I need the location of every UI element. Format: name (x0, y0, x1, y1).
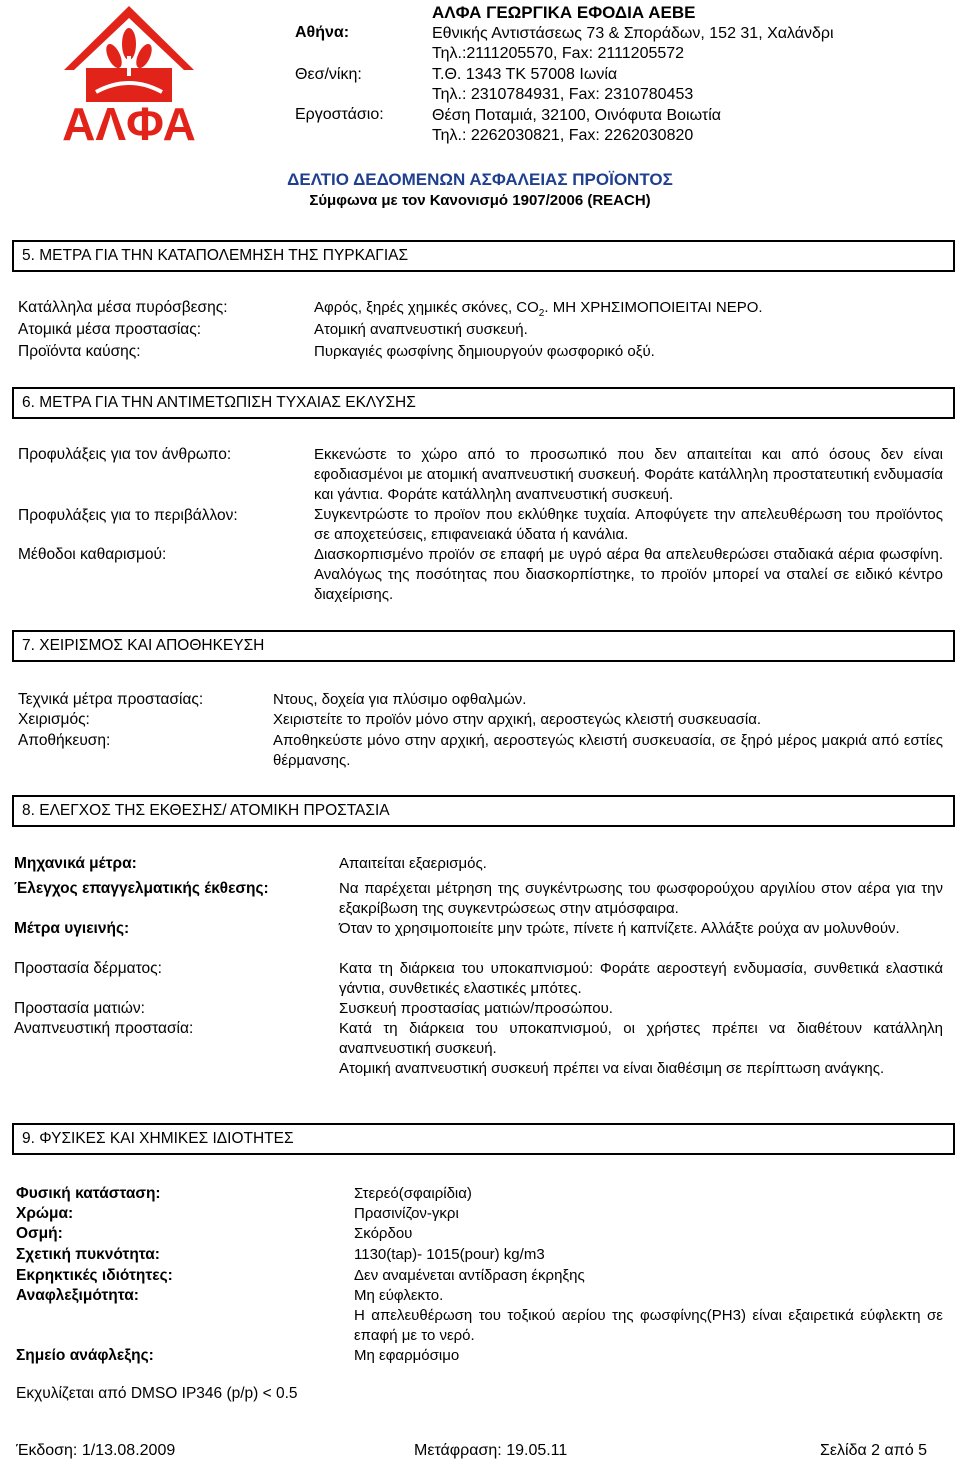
s6-label-environment: Προφυλάξεις για το περιβάλλον: (18, 507, 238, 524)
s7-label-technical: Τεχνικά μέτρα προστασίας: (18, 691, 204, 708)
s9-value-color: Πρασινίζον-γκρι (354, 1205, 459, 1222)
s7-label-handling: Χειρισμός: (18, 711, 90, 728)
s9-value-density: 1130(tap)- 1015(pour) kg/m3 (354, 1246, 545, 1263)
thessaloniki-label: Θεσ/νίκη: (295, 66, 362, 83)
section-8-heading: 8. ΕΛΕΓΧΟΣ ΤΗΣ ΕΚΘΕΣΗΣ/ ΑΤΟΜΙΚΗ ΠΡΟΣΤΑΣΙΑ (12, 795, 955, 827)
company-name: ΑΛΦΑ ΓΕΩΡΓΙΚΑ ΕΦΟΔΙΑ ΑΕΒΕ (432, 3, 696, 22)
s9-label-flammability: Αναφλεξιμότητα: (16, 1287, 139, 1304)
s9-value-state: Στερεό(σφαιρίδια) (354, 1185, 472, 1202)
s8-label-respiratory: Αναπνευστική προστασία: (14, 1020, 194, 1037)
s7-value-handling: Χειριστείτε το προϊόν μόνο στην αρχική, αεροστεγώς κλειστή συσκευασία. (273, 711, 762, 728)
thessaloniki-phone: Τηλ.: 2310784931, Fax: 2310780453 (432, 86, 694, 103)
thessaloniki-address: Τ.Θ. 1343 ΤΚ 57008 Ιωνία (432, 66, 618, 83)
s8-value-engineering: Απαιτείται εξαερισμός. (339, 855, 487, 872)
s7-value-technical: Ντους, δοχεία για πλύσιμο οφθαλμών. (273, 691, 527, 708)
section-9-heading: 9. ΦΥΣΙΚΕΣ ΚΑΙ ΧΗΜΙΚΕΣ ΙΔΙΟΤΗΤΕΣ (12, 1123, 955, 1155)
s6-value-environment: Συγκεντρώστε το προϊον που εκλύθηκε τυχαία. Αποφύγετε την απελευθέρωση του προϊόντος σε αποχετεύσεις, επιφανειακά ύδατα ή κανάλια. (314, 506, 943, 543)
s6-value-human: Εκκενώστε το χώρο από το προσωπικό που δεν απαιτείται και από όσους δεν είναι εφοδιασμένοι με ατομική αναπνευστική συσκευή. Φοράτε κατάλληλη προστατευτική ενδυμασία και γάντια. Φοράτε κατάλληλη αναπνευστική συσκευή. (314, 446, 943, 503)
s8-label-engineering: Μηχανικά μέτρα: (14, 855, 137, 872)
s9-label-explosive: Εκρηκτικές ιδιότητες: (16, 1267, 173, 1284)
s5-value-combustion: Πυρκαγιές φωσφίνης δημιουργούν φωσφορικό οξύ. (314, 343, 655, 360)
company-logo (34, 4, 224, 144)
footer-translation: Μετάφραση: 19.05.11 (414, 1442, 568, 1459)
athens-label: Αθήνα: (295, 24, 350, 41)
s9-value-explosive: Δεν αναμένεται αντίδραση έκρηξης (354, 1267, 585, 1284)
s8-value-exposure: Να παρέχεται μέτρηση της συγκέντρωσης του φωσφορούχου αργιλίου στον αέρα για την εξακρίβωση της συγκεντρώσεως στην ατμόσφαιρα. (339, 880, 943, 917)
factory-phone: Τηλ.: 2262030821, Fax: 2262030820 (432, 127, 694, 144)
logo-emblem (34, 4, 224, 144)
s5-label-protection: Ατομικά μέσα προστασίας: (18, 321, 202, 338)
footer-page-number: Σελίδα 2 από 5 (820, 1442, 928, 1459)
s9-label-color: Χρώμα: (16, 1205, 74, 1222)
factory-label: Εργοστάσιο: (295, 106, 384, 123)
section-5-heading: 5. ΜΕΤΡΑ ΓΙΑ ΤΗΝ ΚΑΤΑΠΟΛΕΜΗΣΗ ΤΗΣ ΠΥΡΚΑΓΙΑΣ (12, 240, 955, 272)
s8-label-eyes: Προστασία ματιών: (14, 1000, 145, 1017)
section-7-heading: 7. ΧΕΙΡΙΣΜΟΣ ΚΑΙ ΑΠΟΘΗΚΕΥΣΗ (12, 630, 955, 662)
document-subtitle: Σύμφωνα με τον Κανονισμό 1907/2006 (REACH) (309, 192, 651, 209)
s8-value-hygiene: Όταν το χρησιμοποιείτε μην τρώτε, πίνετε ή καπνίζετε. Αλλάξτε ρούχα αν μολυνθούν. (339, 920, 900, 937)
s9-value-odor: Σκόρδου (354, 1225, 413, 1242)
factory-address: Θέση Ποταμιά, 32100, Οινόφυτα Βοιωτία (432, 107, 721, 124)
footer-edition: Έκδοση: 1/13.08.2009 (16, 1442, 176, 1459)
s8-label-hygiene: Μέτρα υγιεινής: (14, 920, 130, 937)
section-6-heading: 6. ΜΕΤΡΑ ΓΙΑ ΤΗΝ ΑΝΤΙΜΕΤΩΠΙΣΗ ΤΥΧΑΙΑΣ ΕΚΛΥΣΗΣ (12, 387, 955, 419)
s8-value-eyes: Συσκευή προστασίας ματιών/προσώπου. (339, 1000, 613, 1017)
s9-value-flammability: Μη εύφλεκτο. Η απελευθέρωση του τοξικού αερίου της φωσφίνης(PH3) είναι εξαιρετικά εύφλεκτη σε επαφή με το νερό. (354, 1287, 943, 1344)
s7-label-storage: Αποθήκευση: (18, 732, 111, 749)
s9-label-density: Σχετική πυκνότητα: (16, 1246, 160, 1263)
s5-label-combustion: Προϊόντα καύσης: (18, 343, 141, 360)
s8-label-exposure: Έλεγχος επαγγελματικής έκθεσης: (14, 880, 269, 897)
s5-value-protection: Ατομική αναπνευστική συσκευή. (314, 321, 528, 338)
athens-address: Εθνικής Αντιστάσεως 73 & Σποράδων, 152 31, Χαλάνδρι (432, 25, 834, 42)
s9-label-odor: Οσμή: (16, 1225, 63, 1242)
document-title: ΔΕΛΤΙΟ ΔΕΔΟΜΕΝΩΝ ΑΣΦΑΛΕΙΑΣ ΠΡΟΪΟΝΤΟΣ (287, 170, 673, 189)
s9-note: Εκχυλίζεται από DMSO IP346 (p/p) < 0.5 (16, 1385, 298, 1402)
s8-value-respiratory: Κατά τη διάρκεια του υποκαπνισμού, οι χρήστες πρέπει να διαθέτουν κατάλληλη αναπνευστική συσκευή. Ατομική αναπνευστική συσκευή πρέπει να είναι διαθέσιμη σε περίπτωση ανάγκης. (339, 1020, 943, 1077)
s6-label-human: Προφυλάξεις για τον άνθρωπο: (18, 446, 232, 463)
s6-label-cleanup: Μέθοδοι καθαρισμού: (18, 546, 167, 563)
s6-value-cleanup: Διασκορπισμένο προϊόν σε επαφή με υγρό αέρα θα απελευθερώσει σταδιακά αέρια φωσφίνη. Αναλόγως της ποσότητας που διασκορπίστηκε, το προϊόν μπορεί να σταλεί σε ειδικό κέντρο διαχείρισης. (314, 546, 943, 603)
s9-value-flashpoint: Μη εφαρμόσιμο (354, 1347, 460, 1364)
s9-label-state: Φυσική κατάσταση: (16, 1185, 161, 1202)
s8-value-skin: Κατα τη διάρκεια του υποκαπνισμού: Φοράτε αεροστεγή ενδυμασία, συνθετικά ελαστικά γάντια, συνθετικές ελαστικές μπότες. (339, 960, 943, 997)
s8-label-skin: Προστασία δέρματος: (14, 960, 162, 977)
logo-text: ΑΛΦΑ (62, 98, 196, 144)
s5-label-extinguishing: Κατάλληλα μέσα πυρόσβεσης: (18, 299, 228, 316)
athens-phone: Τηλ.:2111205570, Fax: 2111205572 (432, 45, 685, 62)
s7-value-storage: Αποθηκεύστε μόνο στην αρχική, αεροστεγώς κλειστή συσκευασία, σε ξηρό μέρος μακριά από εστίες θέρμανσης. (273, 732, 943, 769)
s5-value-extinguishing: Αφρός, ξηρές χημικές σκόνες, $CO_2$. ΜΗ ΧΡΗΣΙΜΟΠΟΙΕΙΤΑΙ ΝΕΡΟ. (314, 299, 763, 319)
s9-label-flashpoint: Σημείο ανάφλεξης: (16, 1347, 154, 1364)
